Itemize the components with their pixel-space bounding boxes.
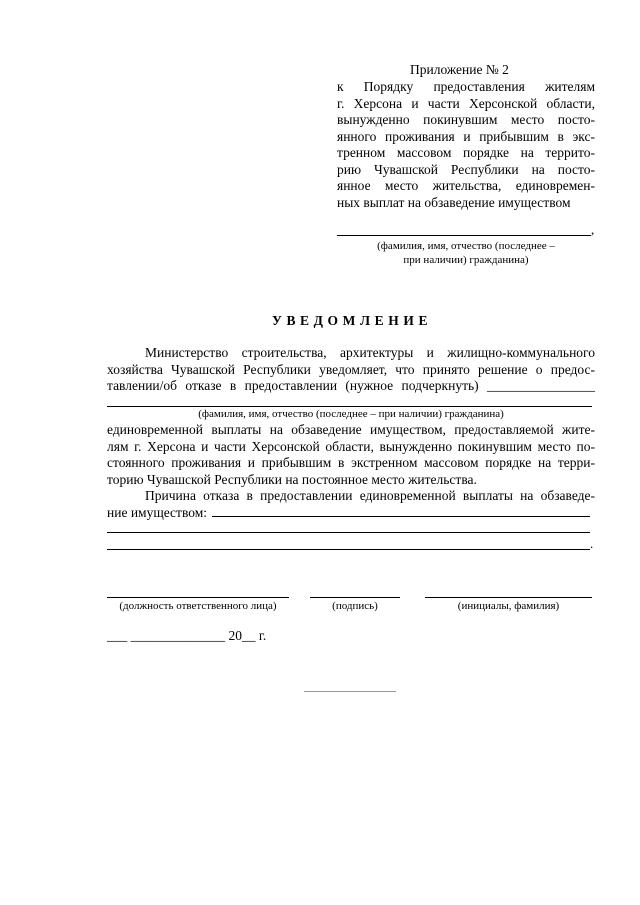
paragraph-line: тавлении/об отказе в предоставлении (нужное подчеркнуть) ________________	[107, 378, 595, 393]
signature-caption: (подпись)	[332, 600, 378, 612]
paragraph-line: торию Чувашской Республики на постоянное место жительства.	[107, 471, 477, 487]
annex-line: янное место жительства, единовремен-	[337, 178, 595, 193]
citizen-name-caption	[337, 239, 595, 267]
annex-description	[337, 79, 595, 211]
annex-line: тренном массовом порядке на террито-	[337, 145, 595, 160]
initials-line	[425, 597, 592, 598]
document-title: УВЕДОМЛЕНИЕ	[271, 313, 433, 328]
citizen-name-comma: ,	[591, 222, 595, 237]
paragraph-line: ние имуществом:	[107, 504, 208, 520]
notice-paragraph-1	[107, 345, 595, 395]
signature-line	[310, 597, 400, 598]
position-caption: (должность ответственного лица)	[119, 600, 277, 612]
annex-line: янного проживания и прибывшим в экс-	[337, 128, 595, 144]
body-name-line	[107, 406, 592, 407]
paragraph-line: хозяйства Чувашской Республики уведомляет, что принято решение о предос-	[107, 361, 595, 377]
paragraph-line: стоянного проживания и прибывшим в экстренном массовом порядке на терри-	[107, 455, 595, 470]
reason-line-3	[107, 549, 590, 550]
reason-line-1	[212, 516, 590, 517]
caption-line: при наличии) гражданина)	[403, 254, 529, 266]
annex-title: Приложение № 2	[410, 62, 509, 77]
date-field: ___ ______________ 20__ г.	[107, 628, 267, 643]
paragraph-line: Министерство строительства, архитектуры и жилищно-коммунального	[145, 345, 595, 360]
body-name-caption: (фамилия, имя, отчество (последнее – при наличии) гражданина)	[198, 408, 504, 420]
reason-period: .	[590, 536, 594, 551]
annex-line: г. Херсона и части Херсонской области,	[337, 95, 595, 111]
annex-line: ных выплат на обзаведение имуществом	[337, 194, 571, 210]
annex-line: рию Чувашской Республики на посто-	[337, 161, 595, 177]
footer-separator	[304, 691, 396, 692]
annex-line: к Порядку предоставления жителям	[337, 79, 595, 94]
paragraph-line: лям г. Херсона и части Херсонской области, вынужденно покинувшим место по-	[107, 438, 595, 454]
paragraph-line: Причина отказа в предоставлении единовременной выплаты на обзаведе-	[145, 488, 595, 503]
citizen-name-line	[337, 235, 591, 236]
reason-line-2	[107, 532, 590, 533]
notice-paragraph-2	[107, 422, 595, 488]
initials-caption: (инициалы, фамилия)	[457, 600, 560, 612]
paragraph-line: единовременной выплаты на обзаведение имуществом, предоставляемой жите-	[107, 422, 595, 437]
position-line	[107, 597, 289, 598]
annex-line: вынужденно покинувшим место посто-	[337, 112, 595, 127]
caption-line: (фамилия, имя, отчество (последнее –	[377, 240, 555, 252]
